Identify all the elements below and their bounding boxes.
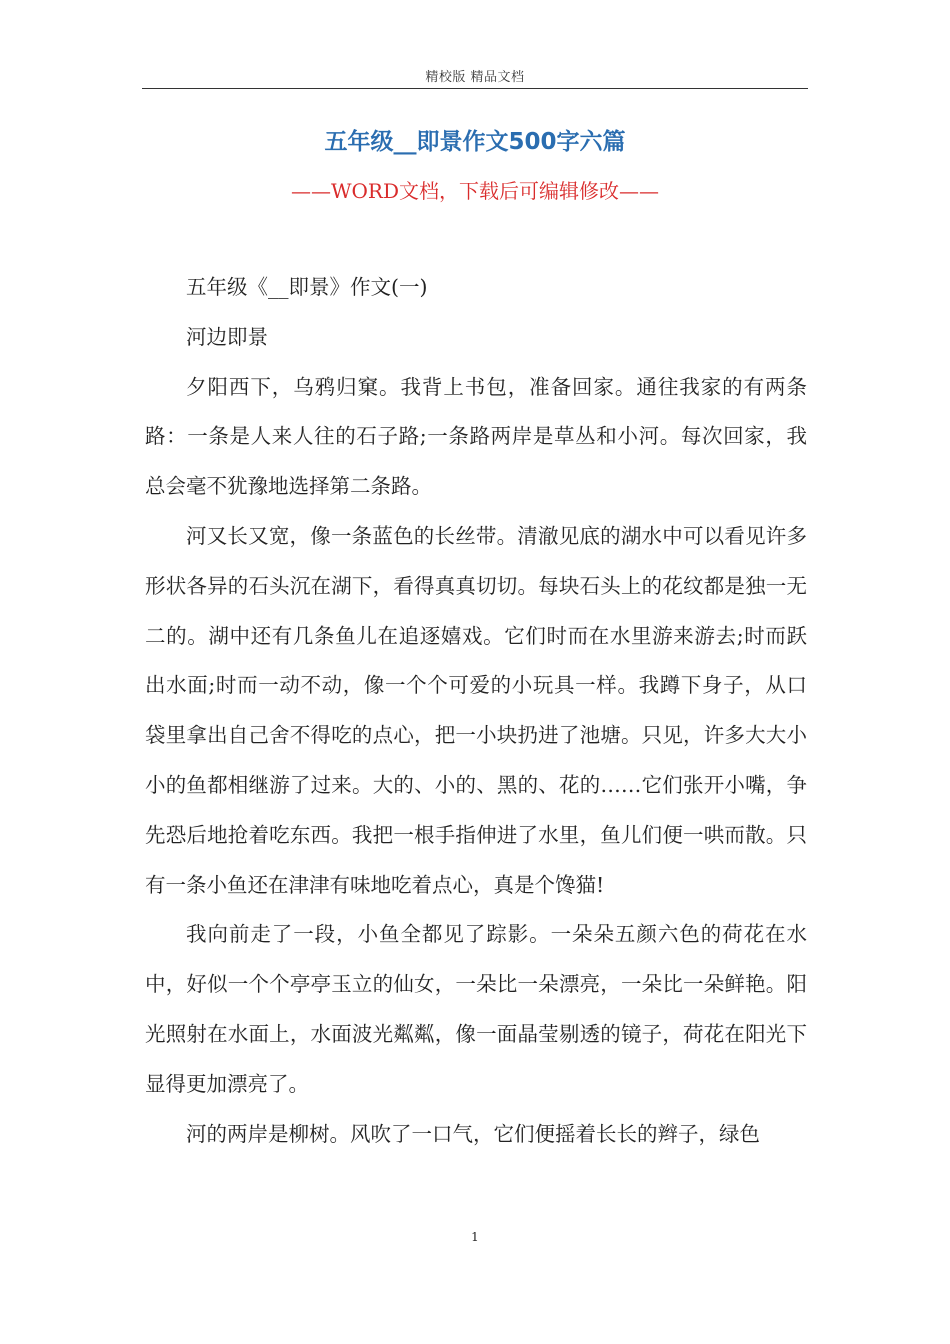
header-text: 精校版 精品文档 xyxy=(425,70,525,85)
essay-subheading: 河边即景 xyxy=(186,324,268,349)
document-subtitle: ——WORD文档，下载后可编辑修改—— xyxy=(290,179,660,203)
paragraph: 河又长又宽，像一条蓝色的长丝带。清澈见底的湖水中可以看见许多形状各异的石头沉在湖下，看得真真切切。每块石头上的花纹都是独一无二的。湖中还有几条鱼儿在追逐嬉戏。它们时而在水里游来游去;时而跃出水面;时而一动不动，像一个个可爱的小玩具一样。我蹲下身子，从口袋里拿出自己舍不得吃的点心，把一小块扔进了池塘。只见，许多大大小小的鱼都相继游了过来。大的、小的、黑的、花的……它们张开小嘴，争先恐后地抢着吃东西。我把一根手指伸进了水里，鱼儿们便一哄而散。只有一条小鱼还在津津有味地吃着点心，真是个馋猫! xyxy=(145,523,807,897)
document-title: 五年级__即景作文500字六篇 xyxy=(324,129,626,155)
document-body xyxy=(145,263,807,1159)
paragraph: 夕阳西下，乌鸦归窠。我背上书包，准备回家。通往我家的有两条路：一条是人来人往的石子路;一条路两岸是草丛和小河。每次回家，我总会毫不犹豫地选择第二条路。 xyxy=(145,374,807,499)
page-number: 1 xyxy=(471,1230,479,1244)
paragraph: 河的两岸是柳树。风吹了一口气，它们便摇着长长的辫子，绿色 xyxy=(186,1121,760,1146)
paragraph: 我向前走了一段，小鱼全都见了踪影。一朵朵五颜六色的荷花在水中，好似一个个亭亭玉立的仙女，一朵比一朵漂亮，一朵比一朵鲜艳。阳光照射在水面上，水面波光粼粼，像一面晶莹剔透的镜子，荷花在阳光下显得更加漂亮了。 xyxy=(145,922,807,1096)
header-divider xyxy=(142,88,808,89)
essay-heading: 五年级《__即景》作文(一) xyxy=(186,275,428,299)
